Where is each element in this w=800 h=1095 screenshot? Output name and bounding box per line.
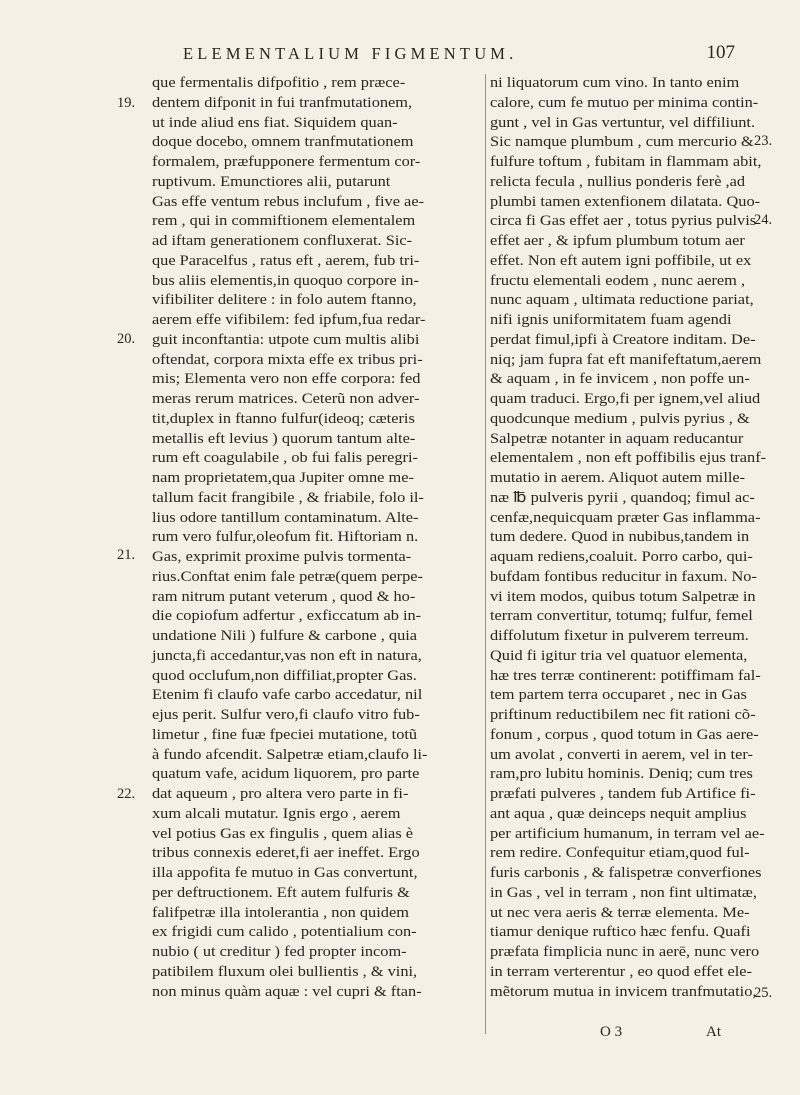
text-line: die copiofum adfertur , exficcatum ab in- [152,608,422,625]
text-line: limetur , fine fuæ fpeciei mutatione, totũ [152,726,418,743]
text-line: per artificium humanum, in terram vel ae- [490,825,765,842]
text-line: rem , qui in commiftionem elementalem [152,213,416,230]
text-line: quatum vafe, acidum liquorem, pro parte [152,766,420,783]
text-line: Gas, exprimit proxime pulvis tormenta- [152,549,412,565]
text-line: ram,pro lubitu hominis. Deniq; cum tres [490,766,753,783]
text-line: hæ tres terræ continerent: potiffimam fal- [490,667,761,684]
text-line: vel potius Gas ex fingulis , quem alias è [152,825,414,842]
text-line: per deftructionem. Eft autem fulfuris & [152,884,410,901]
text-line: guit inconftantia: utpote cum multis alibi [152,331,420,348]
text-line: nunc aquam , ultimata reductione pariat, [490,292,754,309]
text-line: meras rerum matrices. Ceterũ non adver- [152,391,420,407]
text-line: non minus quàm aquæ : vel cupri & ftan- [152,983,422,1000]
text-line: terram convertitur, totumq; fulfur, femel [490,608,753,625]
margin-number-19: 19. [117,95,136,111]
margin-number-24: 24. [754,212,773,228]
text-line: priftinum reductibilem nec fit rationi cõ- [490,707,756,723]
text-line: ni liquatorum cum vino. In tanto enim [490,75,740,91]
text-line: ejus perit. Sulfur vero,fi claufo vitro fub- [152,707,420,723]
text-line: næ ℔ pulveris pyrii , quandoq; fimul ac- [490,489,755,506]
text-line: effet. Non eft autem igni poffibile, ut ex [490,252,752,269]
text-line: calore, cum fe mutuo per minima contin- [490,94,759,111]
page-header [175,40,735,70]
text-line: tum dedere. Quod in nubibus,tandem in [490,529,750,546]
text-line: relicta fecula , nullius ponderis ferè ,ad [490,173,746,190]
text-line: mutatio in aerem. Aliquot autem mille- [490,470,746,486]
signature-mark: O 3 [600,1024,623,1040]
text-line: um avolat , converti in aerem, vel in ter- [490,746,753,763]
text-line: vifibiliter delitere : in folo autem ftanno, [152,292,417,309]
text-line: ruptivum. Emunctiores alii, putarunt [152,173,391,190]
text-line: dat aqueum , pro altera vero parte in fi- [152,786,409,802]
text-line: ant aqua , quæ deinceps nequit amplius [490,805,747,822]
text-line: falifpetræ illa intolerantia , non quidem [152,904,409,921]
text-line: à fundo afcendit. Salpetræ etiam,claufo li- [152,746,428,763]
text-line: illa appofita fe mutuo in Gas convertunt, [152,865,418,881]
text-line: xum alcali mutatur. Ignis ergo , aerem [152,805,401,822]
text-line: dentem difponit in fui tranfmutationem, [152,94,413,111]
page-number: 107 [706,42,735,63]
text-line: circa fi Gas effet aer , totus pyrius pulvis [490,213,757,230]
text-line: quod occlufum,non diffiliat,propter Gas. [152,667,417,684]
text-line: lius odore tantillum contaminatum. Alte- [152,509,419,526]
text-line: in terram verterentur , eo quod effet ele- [490,963,753,980]
text-line: præfati pulveres , tandem fub Artifice fi- [490,786,756,802]
text-line: que fermentalis difpofitio , rem præce- [152,75,406,91]
catchword: At [706,1024,721,1040]
text-line: que Paracelfus , ratus eft , aerem, fub tri- [152,252,420,269]
text-line: formalem, præfupponere fermentum cor- [152,154,421,170]
text-line: rem redire. Confequitur etiam,quod ful- [490,845,750,862]
text-line: diffolutum fixetur in pulverem terreum. [490,628,749,644]
left-text-column [152,74,483,1034]
text-line: & aquam , in fe invicem , non poffe un- [490,371,750,388]
text-line: plumbi tamen extenfionem dilatata. Quo- [490,193,761,210]
text-line: furis carbonis , & falispetræ converfiones [490,865,762,881]
text-line: quodcunque medium , pulvis pyrius , & [490,410,750,427]
text-line: oftendat, corpora mixta effe ex tribus pri- [152,351,423,368]
text-line: bufdam fontibus reducitur in faxum. No- [490,568,757,585]
text-line: effet aer , & ipfum plumbum totum aer [490,233,745,249]
running-head: ELEMENTALIUM FIGMENTUM. [183,44,518,63]
margin-number-21: 21. [117,547,136,563]
text-line: vi item modos, quibus totum Salpetræ in [490,588,756,605]
text-line: rum eft coagulabile , ob fui falis peregri- [152,450,418,467]
text-line: ut nec vera aeris & terræ elementa. Me- [490,904,750,921]
text-line: aerem effe vifibilem: fed ipfum,fua redar- [152,312,426,328]
margin-number-20: 20. [117,331,136,347]
text-line: gunt , vel in Gas vertuntur, vel diffiliunt. [490,114,756,131]
text-line: rius.Conftat enim fale petræ(quem perpe- [152,568,423,585]
text-line: rum vero fulfur,oleofum fit. Hiftoriam n. [152,529,419,546]
text-line: Sic namque plumbum , cum mercurio & [490,134,754,151]
text-line: tem partem terra occuparet , nec in Gas [490,687,747,704]
text-line: nubio ( ut creditur ) fed propter incom- [152,944,407,960]
text-line: metallis eft levius ) quorum tantum alte- [152,430,416,447]
text-line: perdat fimul,ipfi à Creatore inditam. De- [490,331,756,348]
text-line: juncta,fi accedantur,vas non eft in natura, [152,647,422,664]
text-line: in Gas , vel in terram , non fint ultimatæ, [490,884,757,901]
margin-number-23: 23. [754,133,773,149]
text-line: mẽtorum mutua in invicem tranfmutatio, [490,983,757,1000]
text-line: nam proprietatem,qua Jupiter omne me- [152,470,414,486]
text-line: ut inde aliud ens fiat. Siquidem quan- [152,114,398,131]
text-line: Etenim fi claufo vafe carbo accedatur, nil [152,687,423,704]
text-line: cenfæ,nequicquam præter Gas inflamma- [490,509,761,526]
text-line: elementalem , non eft poffibilis ejus tranf- [490,450,767,467]
text-line: nifi ignis uniformitatem fuam agendi [490,312,732,328]
text-line: Salpetræ notanter in aquam reducantur [490,430,744,447]
column-divider [485,74,486,1034]
text-line: præfata fimplicia nunc in aerē, nunc vero [490,944,760,960]
text-line: Quid fi igitur tria vel quatuor elementa, [490,647,748,664]
text-line: quam traduci. Ergo,fi per ignem,vel aliud [490,391,761,407]
margin-number-22: 22. [117,786,136,802]
text-line: bus aliis elementis,in quoquo corpore in- [152,272,419,289]
text-line: patibilem fluxum olei bullientis , & vini, [152,963,418,980]
text-line: fonum , corpus , quod totum in Gas aere- [490,726,759,743]
text-line: tiamur denique ruftico hæc fenfu. Quafi [490,924,751,941]
text-line: undatione Nili ) fulfure & carbone , quia [152,628,418,644]
text-line: Gas effe ventum rebus inclufum , five ae- [152,193,425,210]
text-line: ex frigidi cum calido , potentialium con- [152,924,417,941]
text-line: fulfure toftum , fubitam in flammam abit, [490,154,762,170]
text-line: doque docebo, omnem tranfmutationem [152,134,414,151]
text-line: mis; Elementa vero non effe corpora: fed [152,371,421,388]
text-line: tribus connexis ederet,fi aer ineffet. Ergo [152,845,420,862]
text-line: niq; jam fupra fat eft manifeftatum,aerem [490,351,762,368]
text-line: ram nitrum putant veterum , quod & ho- [152,588,416,605]
text-line: aquam rediens,coaluit. Porro carbo, qui- [490,549,753,565]
margin-number-25: 25. [754,985,773,1001]
text-line: ad iftam generationem confluxerat. Sic- [152,233,413,249]
text-line: tallum facit frangibile , & friabile, folo il- [152,489,424,506]
text-line: fructu elementali eodem , nunc aerem , [490,272,746,289]
text-line: tit,duplex in ftanno fulfur(ideoq; cæteris [152,410,415,427]
